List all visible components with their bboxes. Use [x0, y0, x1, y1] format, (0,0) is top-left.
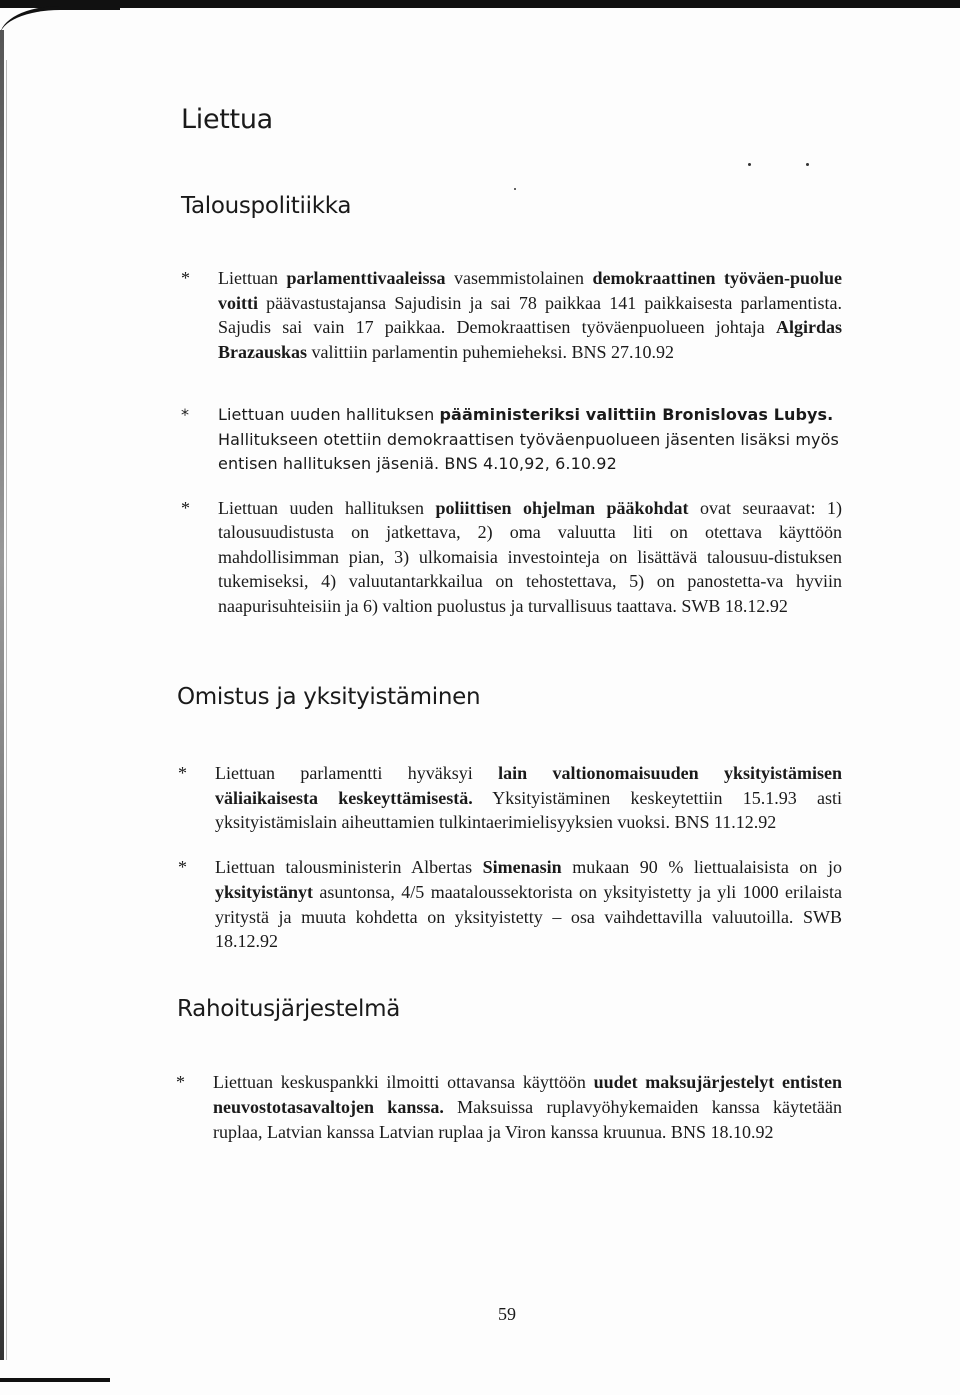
- list-item: [176, 1070, 842, 1144]
- list-item: [181, 496, 843, 618]
- bold-text: pääministeriksi valittiin Bronislovas Lubys.: [439, 405, 834, 424]
- bullet-marker: *: [176, 1072, 185, 1092]
- list-item: [181, 266, 842, 364]
- text-run: Liettuan keskuspankki ilmoitti ottavansa käyttöön: [213, 1072, 594, 1092]
- list-item: [181, 403, 842, 477]
- scan-edge-top: [0, 0, 960, 8]
- bold-text: Simenasin: [482, 857, 562, 877]
- bold-text: uudet maksujärjestelyt entisten neuvostotasavaltojen kanssa.: [213, 1072, 842, 1117]
- bullet-marker: *: [178, 763, 187, 783]
- text-run: Liettuan: [218, 268, 287, 288]
- text-run: Maksuissa ruplavyöhykemaiden kanssa käytetään ruplaa, Latvian kanssa Latvian ruplaa ja Viron kanssa kruunua. BNS 18.10.92: [213, 1096, 842, 1142]
- text-run: Yksityistäminen keskeytettiin 15.1.93 asti yksityistämislain aiheuttamien tulkintaerimielisyyksien vuoksi. BNS 11.12.92: [215, 787, 842, 832]
- scan-speck: [806, 163, 809, 166]
- entry-text: [213, 1070, 842, 1144]
- entry-text: [218, 403, 842, 477]
- text-run: valittiin parlamentin puhemieheksi. BNS 27.10.92: [307, 341, 674, 362]
- list-item: [178, 855, 842, 954]
- bold-text: parlamenttivaaleissa: [286, 268, 446, 288]
- section-heading-rahoitusjarjestelma: Rahoitusjärjestelmä: [177, 996, 401, 1022]
- text-run: mukaan 90 % liettualaisista on jo: [561, 857, 842, 877]
- page-number: 59: [498, 1304, 516, 1324]
- section-heading-talouspolitiikka: Talouspolitiikka: [181, 193, 352, 219]
- scan-edge-bottom: [0, 1378, 110, 1382]
- bold-text: demokraattinen työväen-puolue voitti: [218, 268, 842, 313]
- bold-text: Algirdas Brazauskas: [218, 317, 842, 362]
- section-heading-omistus: Omistus ja yksityistäminen: [177, 684, 481, 710]
- scan-edge-left: [0, 30, 4, 1360]
- text-run: päävastustajansa Sajudisin ja sai 78 paikkaa 141 paikkaisesta parlamentista. Sajudis sai vain 17 paikkaa. Demokraattisen työväenpuolueen johtaja: [218, 292, 842, 337]
- entry-text: [218, 496, 842, 618]
- bullet-marker: *: [178, 857, 187, 877]
- bullet-marker: *: [181, 268, 190, 288]
- entry-text: [215, 761, 842, 835]
- text-run: vasemmistolainen: [445, 268, 593, 288]
- page-title: Liettua: [181, 104, 273, 135]
- text-run: Liettuan parlamentti hyväksyi: [215, 763, 499, 783]
- bold-text: lain valtionomaisuuden yksityistämisen väliaikaisesta keskeyttämisestä.: [215, 763, 842, 808]
- scan-speck: [748, 163, 751, 166]
- text-run: Hallitukseen otettiin demokraattisen työväenpuolueen jäsenten lisäksi myös entisen hallituksen jäseniä. BNS 4.10,92, 6.10.92: [218, 429, 839, 473]
- scan-speck: [514, 188, 516, 190]
- scan-edge-curl: [0, 6, 120, 40]
- text-run: asuntonsa, 4/5 maataloussektorista on yksityistetty ja yli 1000 erilaista yritystä ja muuta kohdetta on yksityistetty – osa vaihdettavilla valuutoilla. SWB 18.12.92: [215, 881, 842, 952]
- list-item: [178, 761, 842, 835]
- bold-text: poliittisen ohjelman pääkohdat: [435, 498, 689, 518]
- entry-text: [215, 855, 842, 954]
- text-run: Liettuan uuden hallituksen: [218, 405, 440, 424]
- scan-edge-line: [6, 60, 7, 1360]
- bullet-marker: *: [181, 405, 190, 424]
- bold-text: yksityistänyt: [215, 881, 314, 902]
- entry-text: [218, 266, 842, 364]
- bullet-marker: *: [181, 498, 190, 518]
- text-run: ovat seuraavat: 1) talousuudistusta on jatkettava, 2) oma valuutta liti on otettava käyttöön mahdollisimman pian, 3) ulkomaisia investointeja on lisättävä talousuu-distuksen tukemiseksi, 4) valuutantarkkailua on tehostettava, 5) on panostetta-va hyviin naapurisuhteisiin ja 6) valtion puolustus ja turvallisuus taattava. SWB 18.12.92: [218, 498, 843, 616]
- text-run: Liettuan uuden hallituksen: [218, 498, 436, 518]
- text-run: Liettuan talousministerin Albertas: [215, 857, 483, 877]
